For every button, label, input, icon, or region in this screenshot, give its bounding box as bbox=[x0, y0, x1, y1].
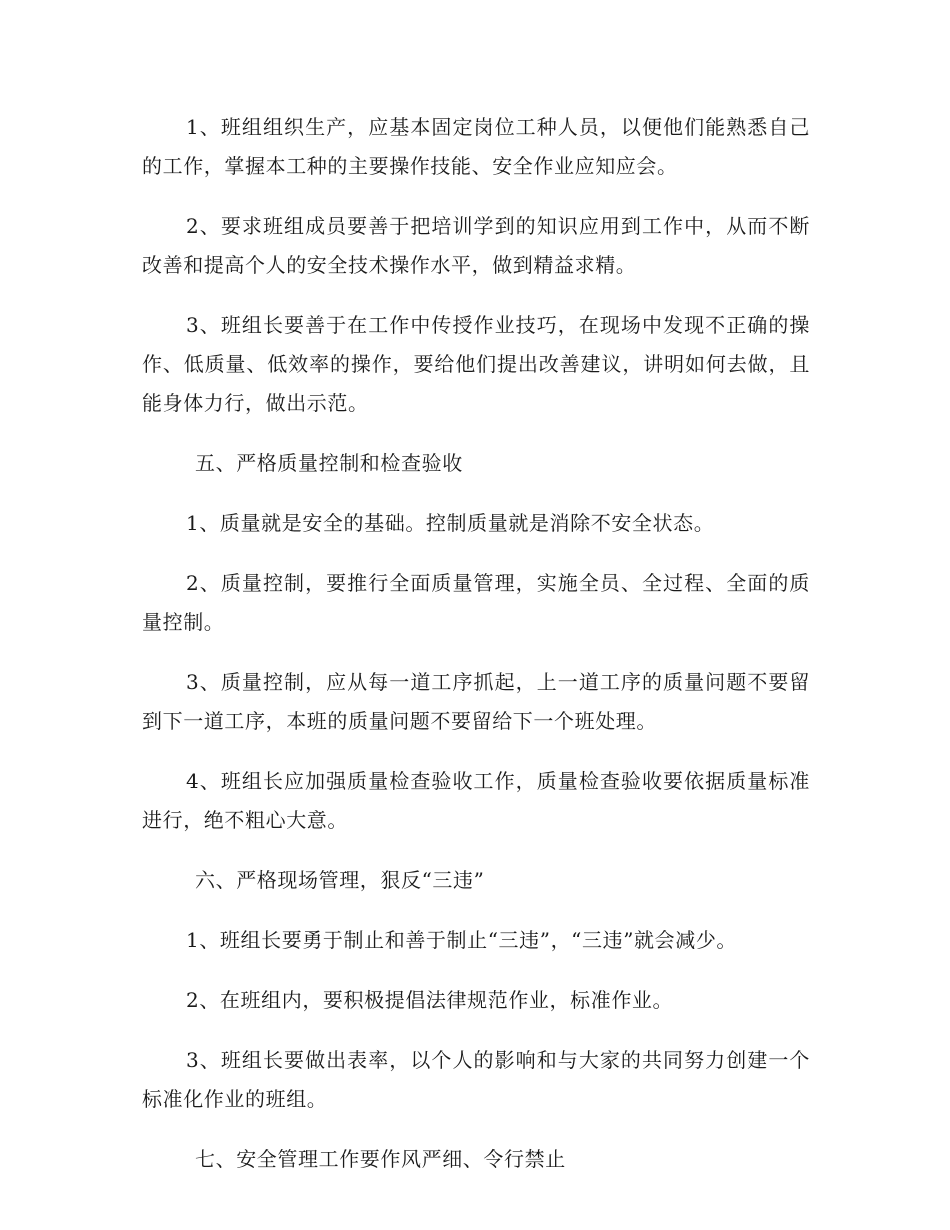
paragraph-teach-skills: 3、班组长要善于在工作中传授作业技巧，在现场中发现不正确的操作、低质量、低效率的操作，要给他们提出改善建议，讲明如何去做，且能身体力行，做出示范。 bbox=[142, 313, 810, 415]
paragraph-quality-basis: 1、质量就是安全的基础。控制质量就是消除不安全状态。 bbox=[186, 511, 715, 535]
document-body bbox=[142, 108, 810, 1200]
paragraph-fixed-positions: 1、班组组织生产，应基本固定岗位工种人员，以便他们能熟悉自己的工作，掌握本工种的主要操作技能、安全作业应知应会。 bbox=[142, 115, 810, 178]
paragraph-apply-training: 2、要求班组成员要善于把培训学到的知识应用到工作中，从而不断改善和提高个人的安全技术操作水平，做到精益求精。 bbox=[142, 214, 810, 277]
paragraph-total-quality: 2、质量控制，要推行全面质量管理，实施全员、全过程、全面的质量控制。 bbox=[142, 571, 810, 634]
paragraph-inspection: 4、班组长应加强质量检查验收工作，质量检查验收要依据质量标准进行，绝不粗心大意。 bbox=[142, 769, 810, 832]
section-heading-strict-style: 七、安全管理工作要作风严细、令行禁止 bbox=[195, 1147, 566, 1171]
paragraph-lead-by-example: 3、班组长要做出表率，以个人的影响和与大家的共同努力创建一个标准化作业的班组。 bbox=[142, 1048, 810, 1111]
paragraph-each-process: 3、质量控制，应从每一道工序抓起，上一道工序的质量问题不要留到下一道工序，本班的质量问题不要留给下一个班处理。 bbox=[142, 670, 810, 733]
paragraph-standard-work: 2、在班组内，要积极提倡法律规范作业，标准作业。 bbox=[186, 988, 674, 1012]
section-heading-quality-control: 五、严格质量控制和检查验收 bbox=[195, 451, 463, 475]
paragraph-stop-violations: 1、班组长要勇于制止和善于制止“三违”，“三违”就会减少。 bbox=[186, 928, 738, 952]
section-heading-site-management: 六、严格现场管理，狠反“三违” bbox=[195, 868, 485, 892]
